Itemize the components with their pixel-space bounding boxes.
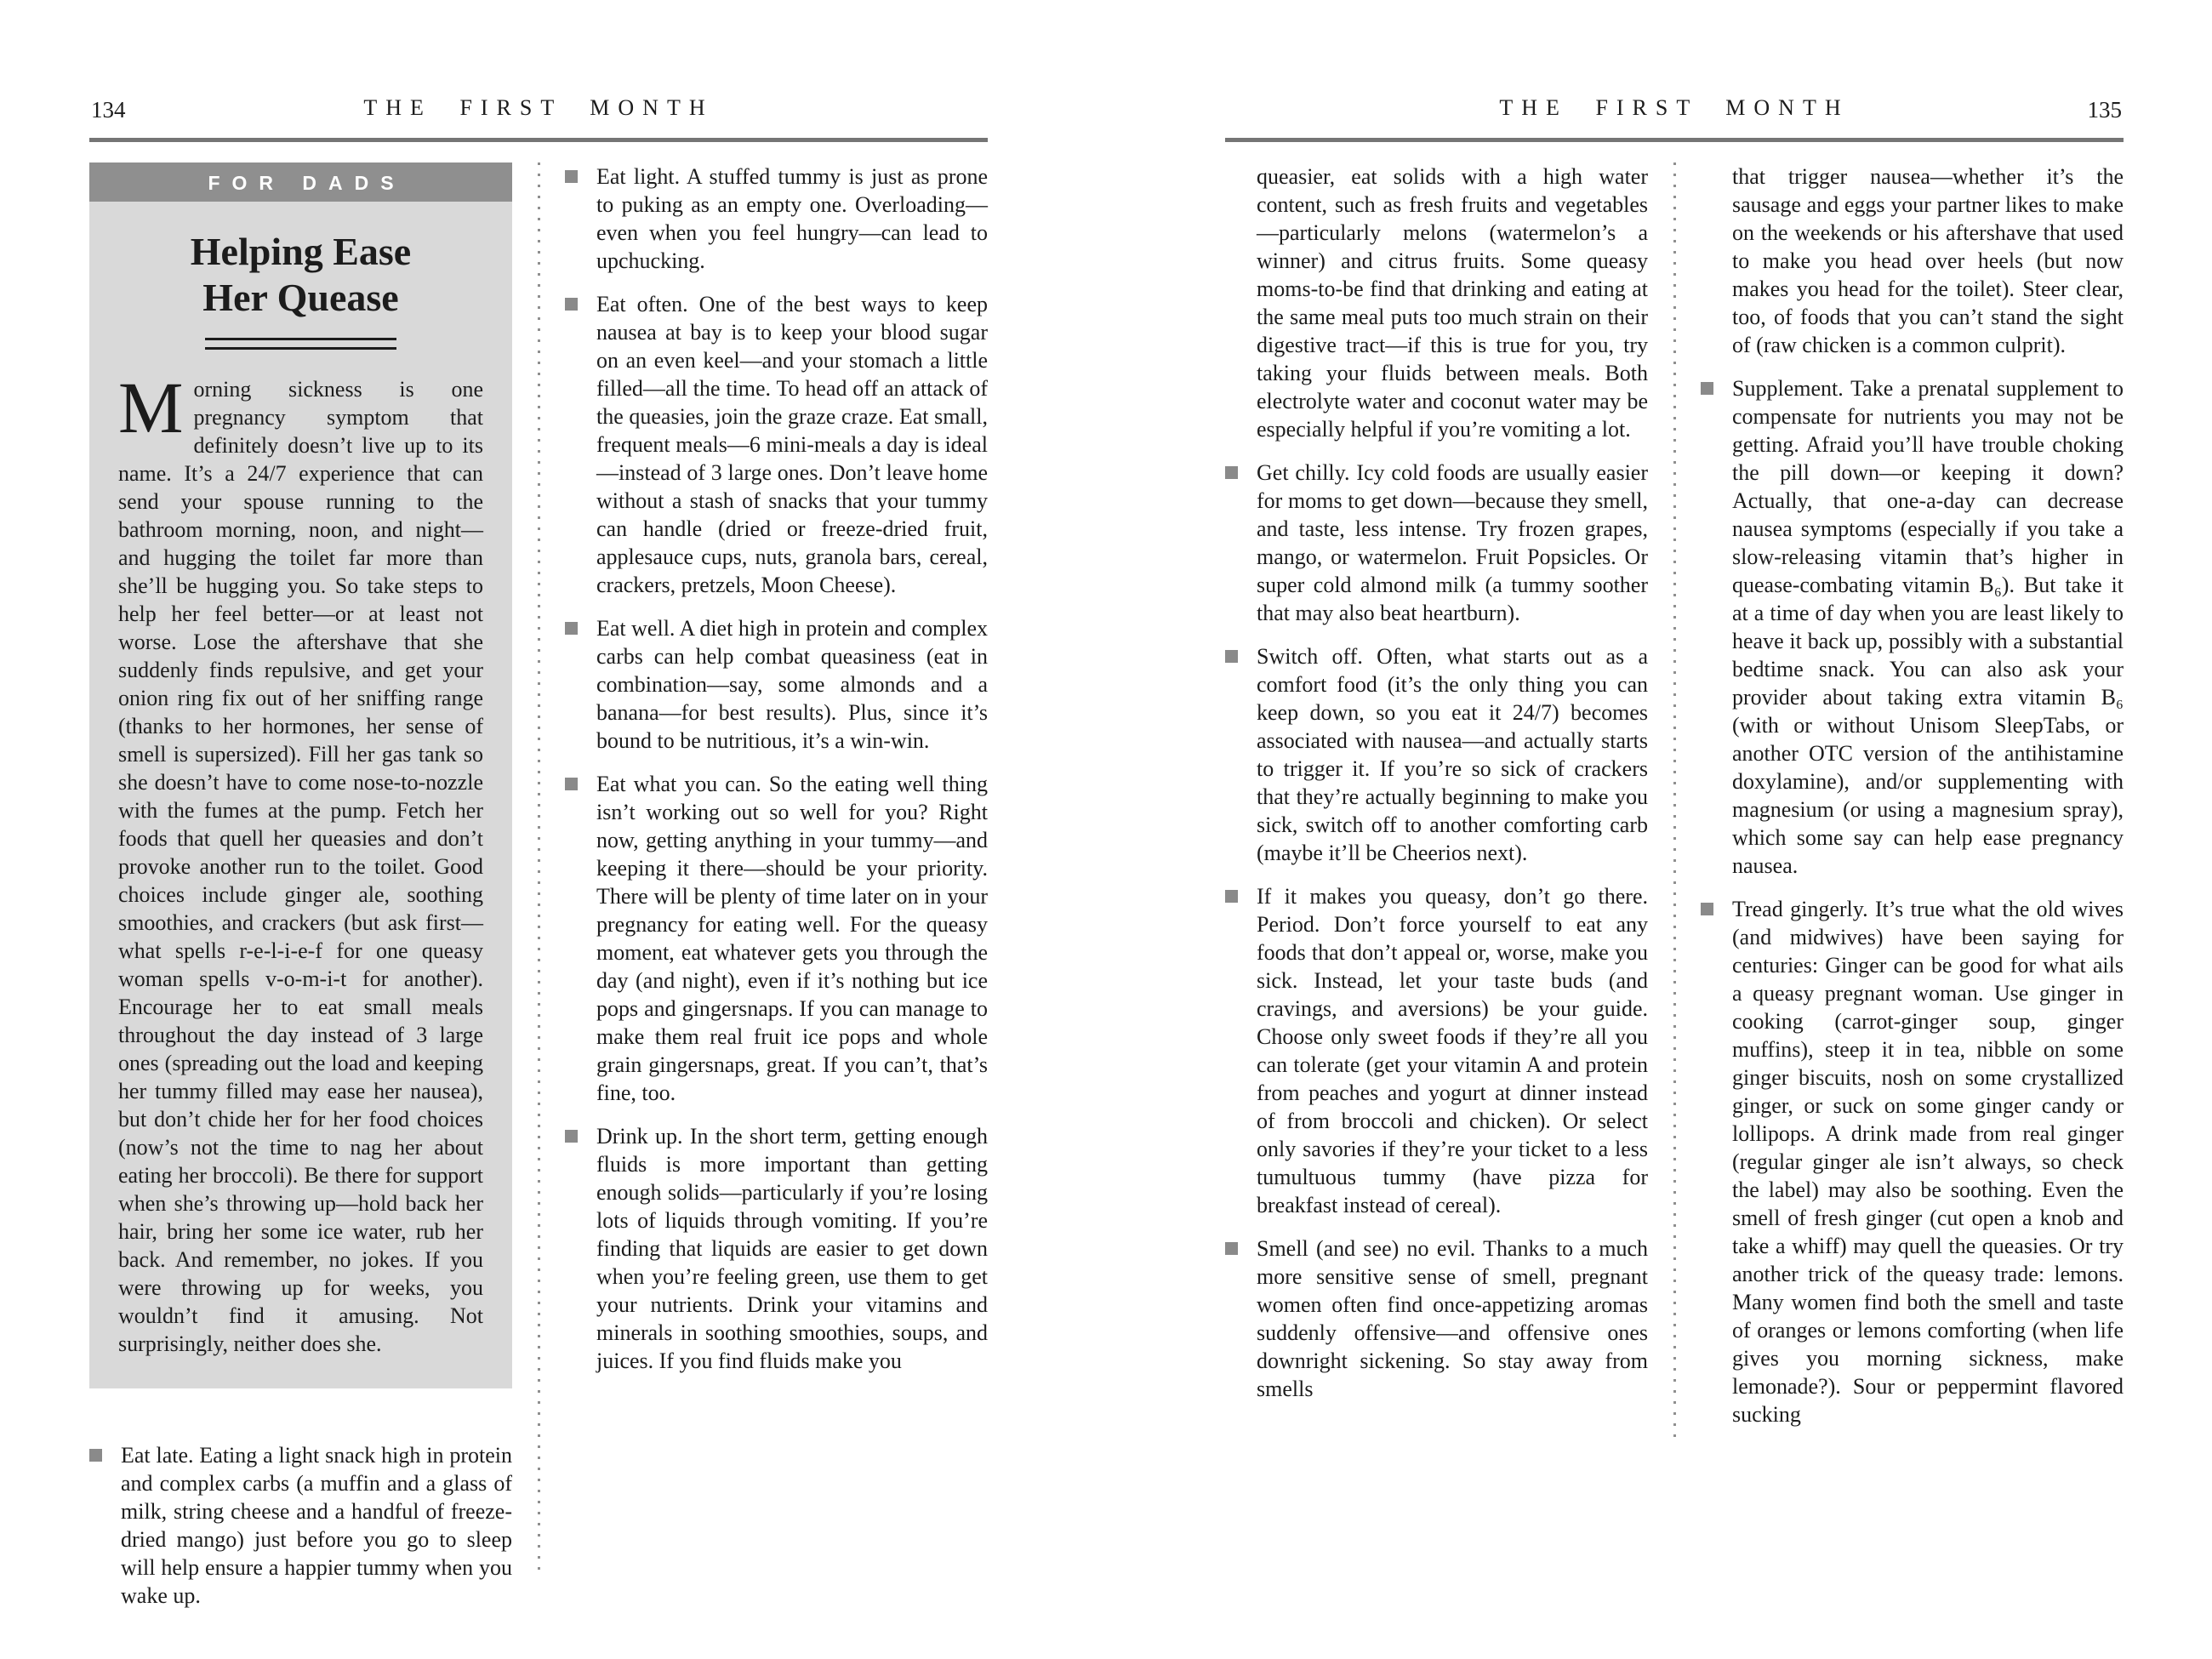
bullet-square-icon (1701, 903, 1713, 915)
bullet-text: Eat well. A diet high in protein and complex carbs can help combat queasiness (eat in combination—say, some almonds and a banana—for best results). Plus, since it’s bound to be nutritious, it’s a win-win. (596, 616, 988, 753)
list-item (565, 290, 988, 599)
bullet-square-icon (1225, 890, 1238, 903)
bullet-text: Eat late. Eating a light snack high in protein and complex carbs (a muffin and a glass of milk, string cheese and a handful of freeze-dried mango) just before you go to sleep will help ensure a happier tummy when you wake up. (121, 1443, 512, 1608)
header-rule (89, 138, 988, 142)
bullet-square-icon (1701, 382, 1713, 395)
list-item (565, 770, 988, 1107)
bullet-square-icon (565, 622, 578, 635)
bullet-text: Supplement. Take a prenatal supplement to compensate for nutrients you may not be getting. Afraid you’ll have trouble choking the pill down—or keeping it down? Actually, that one-a-day can decrease nausea symptoms (especially if you take a slow-releasing vitamin that’s higher in quease-combating vitamin B₆). But take it at a time of day when you are least likely to heave it back up, possibly with a substantial bedtime snack. You can also ask your provider about taking extra vitamin B₆ (with or without Unisom SleepTabs, or another OTC version of the antihistamine doxylamine), and/or supplementing with magnesium (or using a magnesium spray), which some say can help ease pregnancy nausea. (1732, 376, 2124, 878)
right-page-column-1 (1225, 162, 1648, 1444)
bullet-square-icon (565, 170, 578, 183)
right-page-column-2 (1701, 162, 2124, 1444)
continuation-paragraph: that trigger nausea—whether it’s the sausage and eggs your partner likes to make on the weekends or his aftershave that used to make you head over heels (but now makes you head for the toilet). Steer clear, too, of foods that you can’t stand the sight of (raw chicken is a common culprit). (1732, 164, 2124, 357)
bullet-text: Switch off. Often, what starts out as a comfort food (it’s the only thing you can keep down, so you eat it 24/7) becomes associated with nausea—and actually starts to trigger it. If you’re so sick of crackers that they’re actually beginning to make you sick, switch off to another comforting carb (maybe it’ll be Cheerios next). (1257, 644, 1648, 865)
page-134 (89, 85, 988, 1625)
bullet-square-icon (1225, 1242, 1238, 1255)
bullet-text: Get chilly. Icy cold foods are usually easier for moms to get down—because they smell, and taste, less intense. Try frozen grapes, mango, or watermelon. Fruit Popsicles. Or super cold almond milk (a tummy soother that may also beat heartburn). (1257, 460, 1648, 625)
bullet-square-icon (89, 1449, 102, 1462)
bullet-square-icon (1225, 650, 1238, 663)
sidebar-body (89, 202, 512, 1388)
tips-list (1225, 459, 1648, 1403)
list-item (565, 1122, 988, 1375)
sidebar-title-line2: Her Quease (202, 276, 399, 319)
bullet-square-icon (565, 298, 578, 311)
bullet-square-icon (1225, 466, 1238, 479)
list-item (1225, 459, 1648, 627)
list-item (1225, 882, 1648, 1219)
right-page-columns (1225, 162, 2124, 1444)
drop-cap: M (118, 367, 184, 448)
left-page-columns (89, 162, 988, 1625)
bullet-text: Eat what you can. So the eating well thing isn’t working out so well for you? Right now, getting anything in your tummy—and keeping it there—should be your priority. There will be plenty of time later on in your pregnancy for eating well. For the queasy moment, eat whatever gets you through the day (and night), even if it’s nothing but ice pops and gingersnaps. If you can manage to make them real fruit ice pops and whole grain gingersnaps, great. If you can’t, that’s fine, too. (596, 772, 988, 1105)
bullet-text: If it makes you queasy, don’t go there. Period. Don’t force yourself to eat any foods that don’t appeal or, worse, make you sick. Instead, let your taste buds (and cravings, and aversions) be your guide. Choose only sweet foods if they’re all you can tolerate (get your vitamin A and protein from peaches and yogurt at dinner instead of from broccoli and chicken). Or select only savories if they’re your ticket to a less tumultuous tummy (have pizza for breakfast instead of cereal). (1257, 884, 1648, 1217)
bullet-square-icon (565, 1130, 578, 1143)
left-page-column-2 (565, 162, 988, 1625)
list-item (1225, 1234, 1648, 1403)
list-item (1225, 642, 1648, 867)
list-item (1701, 895, 2124, 1428)
running-head: THE FIRST MONTH (1499, 95, 1850, 120)
sidebar-paragraph (118, 367, 483, 1358)
tips-list (565, 162, 988, 1375)
list-item (565, 614, 988, 755)
list-item (565, 162, 988, 275)
page-number: 134 (91, 97, 126, 123)
column-divider (1648, 162, 1701, 1444)
page-header (1225, 85, 2124, 134)
left-page-column-1 (89, 162, 512, 1625)
list-item (1701, 374, 2124, 880)
bullet-square-icon (565, 778, 578, 790)
bullet-text: Eat often. One of the best ways to keep nausea at bay is to keep your blood sugar on an even keel—and your stomach a little filled—all the time. To head off an attack of the queasies, join the graze craze. Eat small, frequent meals—6 mini-meals a day is ideal—instead of 3 large ones. Don’t leave home without a stash of snacks that your tummy can handle (dried or freeze-dried fruit, applesauce cups, nuts, granola bars, cereal, crackers, pretzels, Moon Cheese). (596, 292, 988, 597)
page-135 (1225, 85, 2124, 1444)
bullet-text: Drink up. In the short term, getting enough fluids is more important than getting enough solids—particularly if you’re losing lots of liquids through vomiting. If you’re finding that liquids are easier to get down when you’re feeling green, use them to get your nutrients. Drink your vitamins and minerals in soothing smoothies, soups, and juices. If you find fluids make you (596, 1124, 988, 1373)
for-dads-sidebar (89, 162, 512, 1388)
sidebar-title (118, 229, 483, 321)
page-number: 135 (2087, 97, 2122, 123)
column-divider (512, 162, 565, 1625)
running-head: THE FIRST MONTH (363, 95, 714, 120)
tips-list (89, 1441, 512, 1610)
continuation-paragraph: queasier, eat solids with a high water content, such as fresh fruits and vegetables—particularly melons (watermelon’s a winner) and citrus fruits. Some queasy moms-to-be find that drinking and eating at the same meal puts too much strain on their digestive tract—if this is true for you, try taking your fluids between meals. Both electrolyte water and coconut water may be especially helpful if you’re vomiting a lot. (1257, 164, 1648, 442)
tips-list (1701, 374, 2124, 1428)
title-double-rule (205, 338, 396, 350)
page-header (89, 85, 988, 134)
list-item (89, 1441, 512, 1610)
bullet-text: Smell (and see) no evil. Thanks to a much more sensitive sense of smell, pregnant women often find once-appetizing aromas suddenly offensive—and offensive ones downright sickening. So stay away from smells (1257, 1236, 1648, 1401)
bullet-text: Tread gingerly. It’s true what the old wives (and midwives) have been saying for centuries: Ginger can be good for what ails a queasy pregnant woman. Use ginger in cooking (carrot-ginger soup, ginger muffins), steep it in tea, nibble on some ginger biscuits, nosh on some crystallized ginger, or suck on some ginger candy or lollipops. A drink made from real ginger (regular ginger ale isn’t always, so check the label) may also be soothing. Even the smell of fresh ginger (cut open a knob and take a whiff) may quell the queasies. Or try another trick of the queasy trade: lemons. Many women find both the smell and taste of oranges or lemons comforting (when life gives you morning sickness, make lemonade?). Sour or peppermint flavored sucking (1732, 897, 2124, 1427)
sidebar-paragraph-text: orning sickness is one pregnancy symptom that definitely doesn’t live up to its name. It’s a 24/7 experience that can send your spouse running to the bathroom morning, noon, and night—and hugging the toilet far more than she’ll be hugging you. So take steps to help her feel better—or at least not worse. Lose the aftershave that she suddenly finds repulsive, and get your onion ring fix out of her sniffing range (thanks to her hormones, her sense of smell is supersized). Fill her gas tank so she doesn’t have to come nose-to-nozzle with the fumes at the pump. Fetch her foods that quell her queasies and don’t provoke another run to the toilet. Good choices include ginger ale, soothing smoothies, and crackers (but ask first—what spells r-e-l-i-e-f for one queasy woman spells v-o-m-i-t for another). Encourage her to eat small meals throughout the day instead of 3 large ones (spreading out the load and keeping her tummy filled may ease her nausea), but don’t chide her for her food choices (now’s not the time to nag her about eating her broccoli). Be there for support when she’s throwing up—hold back her hair, bring her some ice water, rub her back. And remember, no jokes. If you were throwing up for weeks, you wouldn’t find it amusing. Not surprisingly, neither does she. (118, 377, 483, 1356)
sidebar-title-line1: Helping Ease (190, 230, 412, 273)
header-rule (1225, 138, 2124, 142)
sidebar-kicker: FOR DADS (89, 162, 512, 202)
bullet-text: Eat light. A stuffed tummy is just as prone to puking as an empty one. Overloading—even when you feel hungry—can lead to upchucking. (596, 164, 988, 273)
